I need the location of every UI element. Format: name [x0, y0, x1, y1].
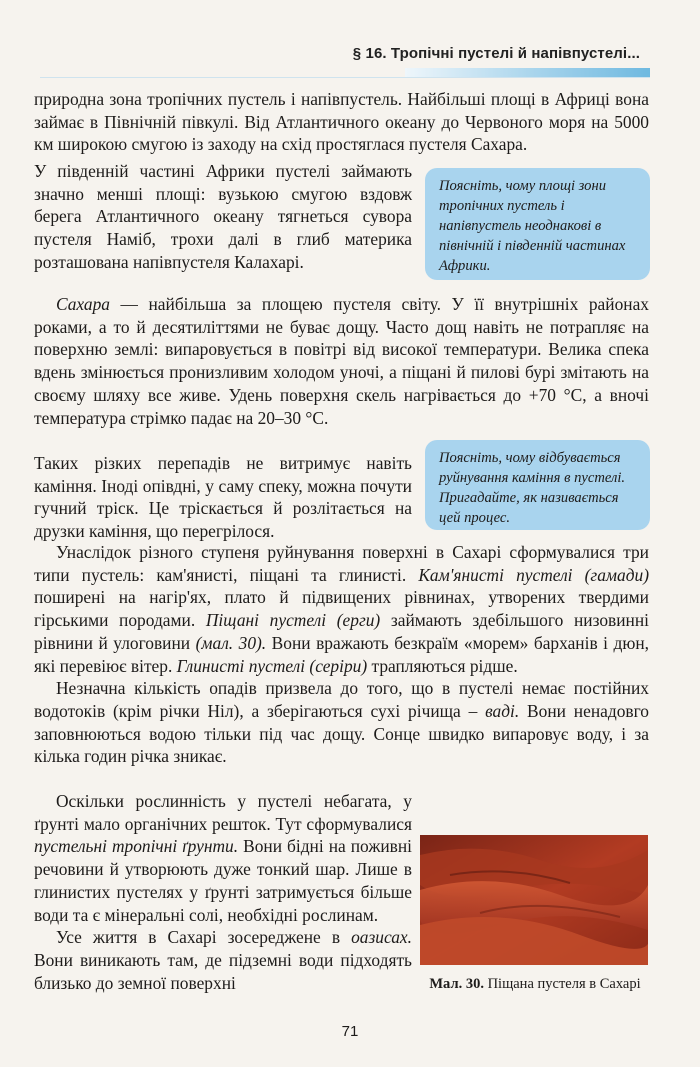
header-rule	[40, 77, 650, 78]
paragraph-2-continued: Таких різких перепадів не витримує навіть каміння. Іноді опівдні, у саму спеку, можна почути гучний тріск. Це тріскається й розлітається на друзки каміння, що перегрілося.	[34, 453, 412, 542]
page-number: 71	[341, 1023, 359, 1040]
paragraph-4: Незначна кількість опадів призвела до того, що в пустелі немає постійних водотоків (крім річки Ніл), а зберігаються сухі річища – ваді. Вони ненадовго заповнюються водою тільки під час дощу. Сонце швидко випаровує воду, і за кілька годин річка зникає.	[34, 678, 649, 767]
paragraph-3: Унаслідок різного ступеня руйнування поверхні в Сахарі сформувалися три типи пустель: кам'янисті, піщані та глинисті. Кам'янисті пустелі (гамади) поширені на нагір'ях, плато й підвищених рівнинах, утворених твердими гірськими породами. Піщані пустелі (ерги) займають здебільшого низовинні рівнини й улоговини (мал. 30). Вони вражають безкраїм «морем» барханів і дюн, які перевіює вітер. Глинисті пустелі (серіри) трапляються рідше.	[34, 542, 649, 676]
question-callout-1: Поясніть, чому площі зони тропічних пустель і напівпустель неоднакові в північній і південній частинах Африки.	[425, 168, 650, 280]
figure-caption: Мал. 30. Піщана пустеля в Сахарі	[429, 976, 641, 992]
running-header: § 16. Тропічні пустелі й напівпустелі...	[352, 45, 640, 62]
paragraph-1-continued: У південній частині Африки пустелі займають значно менші площі: вузькою смугою вздовж берега Атлантичного океану тягнеться сувора пустеля Наміб, трохи далі в глиб материка розташована напівпустеля Калахарі.	[34, 161, 412, 272]
paragraph-6: Усе життя в Сахарі зосереджене в оазисах. Вони виникають там, де підземні води підходять близько до земної поверхні	[34, 927, 412, 993]
paragraph-1: природна зона тропічних пустель і напівпустель. Найбільші площі в Африці вона займає в Північній півкулі. Від Атлантичного океану до Червоного моря на 5000 км широкою смугою із заходу на схід простяглася пустеля Сахара.	[34, 89, 649, 155]
dune-illustration	[420, 835, 648, 965]
question-callout-2: Поясніть, чому відбувається руйнування каміння в пустелі. Пригадайте, як називається цей процес.	[425, 440, 650, 530]
sand-desert-photo	[420, 835, 648, 965]
paragraphs-5-6	[34, 790, 412, 994]
paragraph-2: Сахара — найбільша за площею пустеля світу. У її внутрішніх районах роками, а то й десятиліттями не буває дощу. Часто дощ навіть не потрапляє на поверхню землі: випаровується в повітрі від високої температури. Велика спека вдень змінюється пронизливим холодом уночі, а піщані й пилові бурі змітають на своєму шляху все живе. Удень поверхня скель нагрівається до +70 °С, а вночі температура стрімко падає на 20–30 °С.	[34, 294, 649, 428]
paragraph-5: Оскільки рослинність у пустелі небагата, у ґрунті мало органічних решток. Тут сформувалися пустельні тропічні ґрунти. Вони бідні на поживні речовини й утворюють дуже тонкий шар. Лише в глинистих пустелях у ґрунті затримується більше води та є мінеральні солі, необхідні рослинам.	[34, 791, 412, 925]
paragraphs-3-4	[34, 541, 649, 768]
